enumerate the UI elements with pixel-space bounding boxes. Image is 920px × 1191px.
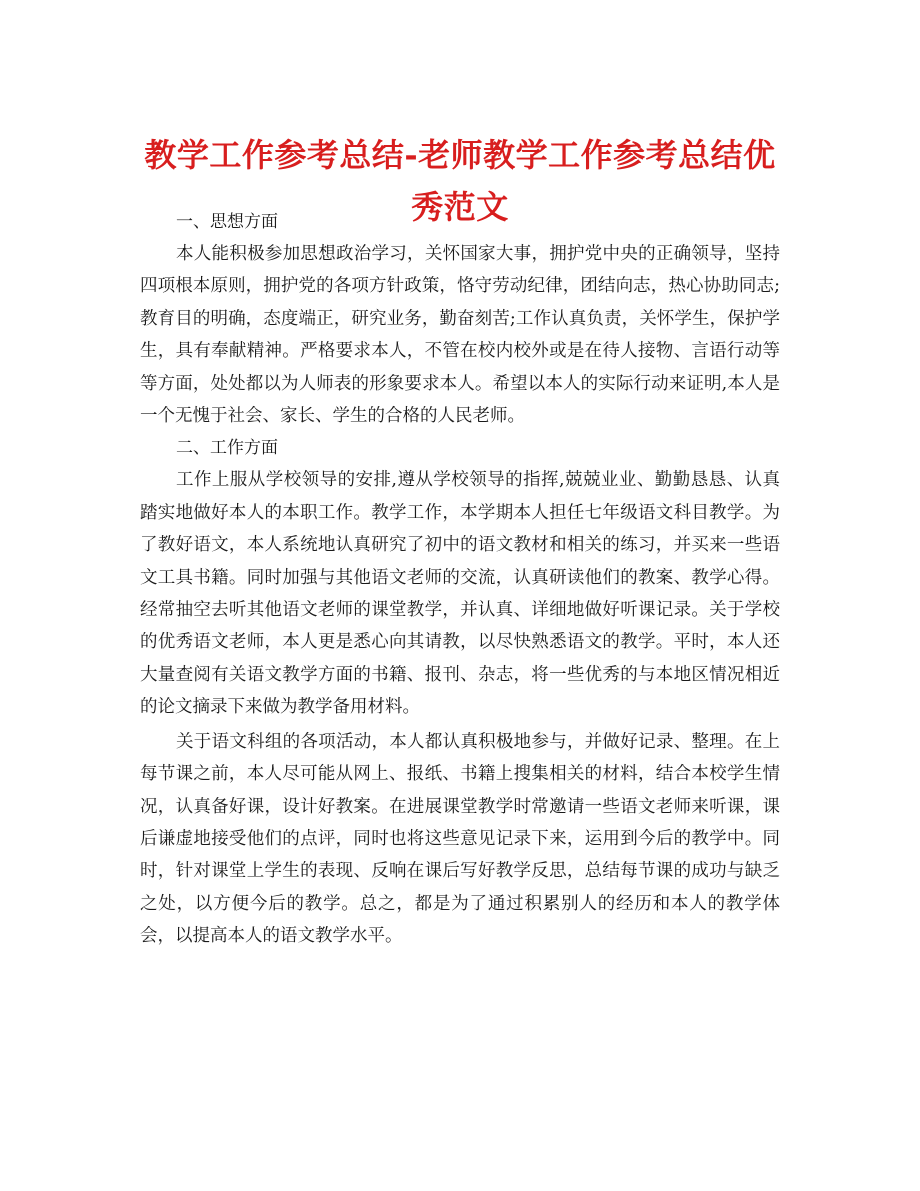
document-body <box>140 206 780 953</box>
paragraph-work-2: 关于语文科组的各项活动，本人都认真积极地参与，并做好记录、整理。在上每节课之前，本人尽可能从网上、报纸、书籍上搜集相关的材料，结合本校学生情况，认真备好课，设计好教案。在进展课堂教学时常邀请一些语文老师来听课，课后谦虚地接受他们的点评，同时也将这些意见记录下来，运用到今后的教学中。同时，针对课堂上学生的表现、反响在课后写好教学反思，总结每节课的成功与缺乏之处，以方便今后的教学。总之，都是为了通过积累别人的经历和本人的教学体会，以提高本人的语文教学水平。 <box>140 731 780 947</box>
paragraph-work-1: 工作上服从学校领导的安排,遵从学校领导的指挥,兢兢业业、勤勤恳恳、认真踏实地做好本人的本职工作。教学工作，本学期本人担任七年级语文科目教学。为了教好语文，本人系统地认真研究了初中的语文教材和相关的练习，并买来一些语文工具书籍。同时加强与其他语文老师的交流，认真研读他们的教案、教学心得。经常抽空去听其他语文老师的课堂教学，并认真、详细地做好听课记录。关于学校的优秀语文老师，本人更是悉心向其请教，以尽快熟悉语文的教学。平时，本人还大量查阅有关语文教学方面的书籍、报刊、杂志，将一些优秀的与本地区情况相近的论文摘录下来做为教学备用材料。 <box>140 470 780 718</box>
paragraph-thought: 本人能积极参加思想政治学习，关怀国家大事，拥护党中央的正确领导，坚持四项根本原则，拥护党的各项方针政策，恪守劳动纪律，团结向志，热心协助同志;教育目的明确，态度端正，研究业务，勤奋刻苦;工作认真负责，关怀学生，保护学生，具有奉献精神。严格要求本人，不管在校内校外或是在待人接物、言语行动等等方面，处处都以为人师表的形象要求本人。希望以本人的实际行动来证明,本人是一个无愧于社会、家长、学生的合格的人民老师。 <box>140 244 780 427</box>
section-heading-thought: 一、思想方面 <box>176 212 278 232</box>
document-title: 教学工作参考总结-老师教学工作参考总结优秀范文 <box>144 136 776 227</box>
section-heading-work: 二、工作方面 <box>176 438 278 459</box>
